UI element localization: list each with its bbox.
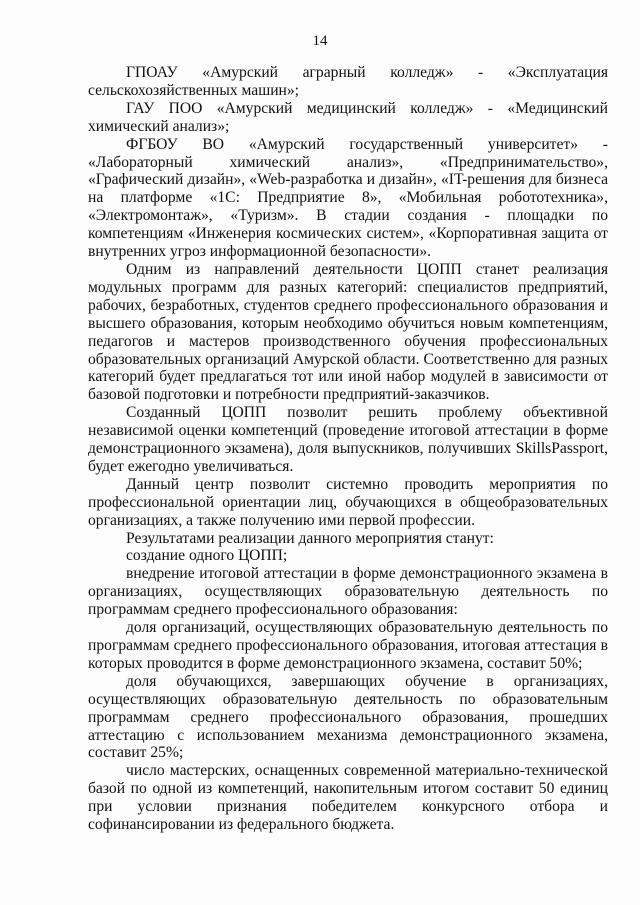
paragraph: Результатами реализации данного мероприятия станут:: [126, 529, 494, 547]
paragraph: ГПОАУ «Амурский аграрный колледж» - «Эксплуатация сельскохозяйственных машин»;: [88, 64, 608, 99]
paragraph: Созданный ЦОПП позволит решить проблему объективной независимой оценки компетенций (проведение итоговой аттестации в форме демонстрационного экзамена), доля выпускников, получивших SkillsPassport, будет ежегодно увеличиваться.: [88, 404, 608, 475]
paragraph: создание одного ЦОПП;: [126, 547, 288, 565]
page-number: 14: [312, 33, 328, 49]
paragraph: Данный центр позволит системно проводить мероприятия по профессиональной ориентации лиц, обучающихся в общеобразовательных организациях, а также получению ими первой профессии.: [88, 475, 608, 529]
paragraph: число мастерских, оснащенных современной материально-технической базой по одной из компетенций, накопительным итогом составит 50 единиц при условии признания победителем конкурсного отбора и софинансировании из федерального бюджета.: [88, 762, 608, 834]
paragraph: ФГБОУ ВО «Амурский государственный университет» - «Лабораторный химический анализ», «Предпринимательство», «Графический дизайн», «Web-разработка и дизайн», «IT-решения для бизнеса на платформе «1С: Предприятие 8», «Мобильная робототехника», «Электромонтаж», «Туризм». В стадии создания - площадки по компетенциям «Инженерия космических систем», «Корпоративная защита от внутренних угроз информационной безопасности».: [88, 135, 608, 261]
document-body: [88, 64, 608, 834]
paragraph: ГАУ ПОО «Амурский медицинский колледж» - «Медицинский химический анализ»;: [88, 99, 608, 135]
paragraph: внедрение итоговой аттестации в форме демонстрационного экзамена в организациях, осуществляющих образовательную деятельность по программам среднего профессионального образования:: [88, 565, 608, 619]
paragraph: доля обучающихся, завершающих обучение в организациях, осуществляющих образовательную деятельность по образовательным программам среднего профессионального образования, прошедших аттестацию с использованием механизма демонстрационного экзамена, составит 25%;: [88, 672, 608, 762]
paragraph: Одним из направлений деятельности ЦОПП станет реализация модульных программ для разных категорий: специалистов предприятий, рабочих, безработных, студентов среднего профессионального образования и высшего образования, которым необходимо обучиться новым компетенциям, педагогов и мастеров производственного обучения профессиональных образовательных организаций Амурской области. Соответственно для разных категорий будет предлагаться тот или иной набор модулей в зависимости от базовой подготовки и потребности предприятий-заказчиков.: [88, 260, 608, 404]
paragraph: доля организаций, осуществляющих образовательную деятельность по программам среднего профессионального образования, итоговая аттестация в которых проводится в форме демонстрационного экзамена, составит 50%;: [88, 619, 608, 672]
